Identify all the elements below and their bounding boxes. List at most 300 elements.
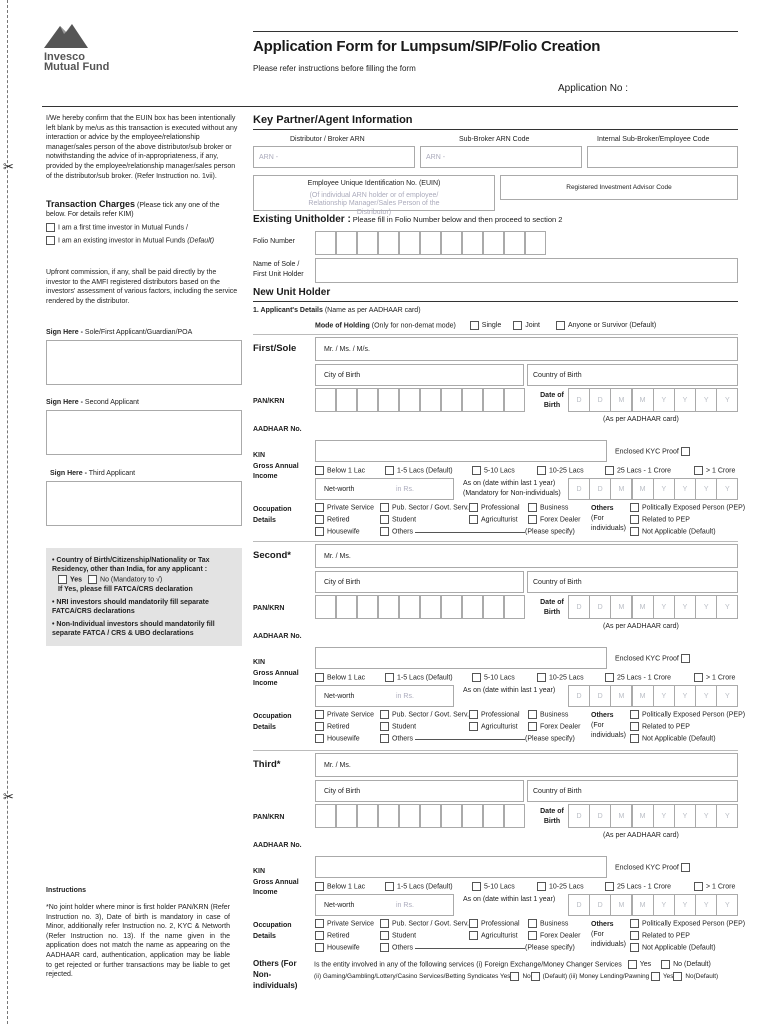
checkbox[interactable] xyxy=(469,515,478,524)
pan-digit-cell[interactable] xyxy=(378,595,399,619)
dob-cell[interactable]: D xyxy=(568,388,590,412)
checkbox[interactable] xyxy=(528,722,537,731)
checkbox[interactable] xyxy=(315,515,324,524)
checkbox[interactable] xyxy=(315,919,324,928)
pan-digit-cell[interactable] xyxy=(441,388,462,412)
pan-digit-cell[interactable] xyxy=(336,804,357,828)
occ-business[interactable]: Business xyxy=(528,710,568,720)
occ-business[interactable]: Business xyxy=(528,919,568,929)
euin-field[interactable]: Employee Unique Identification No. (EUIN) (Of individual ARN holder or of employee/ Relationship Manager/Sales Person of the Distributor) xyxy=(253,175,495,211)
checkbox[interactable] xyxy=(469,710,478,719)
related-pep-option[interactable]: Related to PEP xyxy=(630,722,690,732)
checkbox[interactable] xyxy=(694,673,703,682)
pan-digit-cell[interactable] xyxy=(357,388,378,412)
dob-cell[interactable]: Y xyxy=(695,804,717,828)
dob-cell[interactable]: M xyxy=(632,388,654,412)
income-above-1cr[interactable]: > 1 Crore xyxy=(694,466,735,476)
dob-cell[interactable]: Y xyxy=(674,388,696,412)
page-title: Application Form for Lumpsum/SIP/Folio Creation xyxy=(253,38,601,55)
checkbox[interactable] xyxy=(315,710,324,719)
income-1-5lac[interactable]: 1-5 Lacs (Default) xyxy=(385,673,453,683)
checkbox[interactable] xyxy=(673,972,682,981)
pan-digit-cell[interactable] xyxy=(504,595,525,619)
occ-others[interactable]: Others (Please specify) xyxy=(380,943,575,953)
checkbox[interactable] xyxy=(537,466,546,475)
occupation-label: Occupation Details xyxy=(253,506,292,524)
checkbox[interactable] xyxy=(537,882,546,891)
income-25lac-1cr[interactable]: 25 Lacs - 1 Crore xyxy=(605,466,671,476)
city-of-birth-field[interactable]: City of Birth xyxy=(315,780,524,802)
dob-cell[interactable]: Y xyxy=(674,595,696,619)
gross-income-label: Gross Annual Income xyxy=(253,670,299,687)
checkbox[interactable] xyxy=(472,673,481,682)
networth-date-cell[interactable]: D xyxy=(589,478,611,500)
occ-agriculturist[interactable]: Agriculturist xyxy=(469,722,518,732)
networth-date-cell[interactable]: D xyxy=(568,478,590,500)
pan-digit-cell[interactable] xyxy=(420,804,441,828)
checkbox[interactable] xyxy=(380,919,389,928)
income-5-10lac[interactable]: 5-10 Lacs xyxy=(472,673,515,683)
dob-cell[interactable]: D xyxy=(589,595,611,619)
kpa-col-distributor: Distributor / Broker ARN xyxy=(290,136,365,143)
dob-cell[interactable]: Y xyxy=(716,388,738,412)
checkbox[interactable] xyxy=(630,710,639,719)
fatca-notice: • Country of Birth/Citizenship/Nationality or Tax Residency, other than India, for any applicant : Yes No (Mandatory to √) If Yes, please fill FATCA/CRS declaration • NRI investors should mandatorily fill separate FATCA/CRS declarations • Non-Individual investors should mandatorily fill separate FATCA / CRS & UBO declarations xyxy=(46,548,242,646)
checkbox[interactable] xyxy=(528,710,537,719)
checkbox[interactable] xyxy=(681,654,690,663)
new-unitholder-title: New Unit Holder xyxy=(253,287,331,298)
networth-date-cell[interactable]: Y xyxy=(716,894,738,916)
networth-date-cell[interactable]: Y xyxy=(716,685,738,707)
income-above-1cr[interactable]: > 1 Crore xyxy=(694,673,735,683)
checkbox[interactable] xyxy=(681,863,690,872)
checkbox[interactable] xyxy=(380,527,389,536)
pan-digit-cell[interactable] xyxy=(315,804,336,828)
networth-field[interactable]: Net-worth in Rs. xyxy=(315,894,454,916)
occ-agriculturist[interactable]: Agriculturist xyxy=(469,931,518,941)
occ-student[interactable]: Student xyxy=(380,931,416,941)
folio-digit-cell[interactable] xyxy=(462,231,483,255)
application-no-label: Application No : xyxy=(558,83,629,94)
related-pep-option[interactable]: Related to PEP xyxy=(630,931,690,941)
others-for-individuals: Others (For individuals) xyxy=(591,921,627,948)
gross-income-label: Gross Annual Income xyxy=(253,879,299,896)
networth-date-cell[interactable]: Y xyxy=(653,478,675,500)
mountain-logo-icon xyxy=(42,20,90,50)
kpa-title: Key Partner/Agent Information xyxy=(253,114,413,126)
occ-forex[interactable]: Forex Dealer xyxy=(528,515,580,525)
networth-date-cell[interactable]: M xyxy=(610,478,632,500)
income-25lac-1cr[interactable]: 25 Lacs - 1 Crore xyxy=(605,673,671,683)
kyc-proof[interactable]: Enclosed KYC Proof xyxy=(615,863,693,873)
related-pep-option[interactable]: Related to PEP xyxy=(630,515,690,525)
checkbox[interactable] xyxy=(380,722,389,731)
pan-digit-cell[interactable] xyxy=(441,804,462,828)
folio-digit-cell[interactable] xyxy=(525,231,546,255)
checkbox-joint[interactable] xyxy=(513,321,522,330)
country-of-birth-field[interactable]: Country of Birth xyxy=(527,780,738,802)
header-divider xyxy=(42,106,738,107)
occ-professional[interactable]: Professional xyxy=(469,710,520,720)
kin-field[interactable] xyxy=(315,856,607,878)
occ-retired[interactable]: Retired xyxy=(315,931,350,941)
checkbox[interactable] xyxy=(380,734,389,743)
scissors-icon: ✂ xyxy=(3,789,14,804)
distributor-arn-field[interactable]: ARN - xyxy=(253,146,415,168)
checkbox[interactable] xyxy=(46,236,55,245)
signature-box-first[interactable] xyxy=(46,340,242,385)
label: KIN xyxy=(253,659,266,666)
occ-retired[interactable]: Retired xyxy=(315,515,350,525)
pan-digit-cell[interactable] xyxy=(315,388,336,412)
new-holder-rule xyxy=(253,301,738,302)
pan-digit-cell[interactable] xyxy=(462,595,483,619)
checkbox[interactable] xyxy=(315,882,324,891)
dob-label: Date of Birth xyxy=(540,599,564,616)
networth-date-cell[interactable]: Y xyxy=(653,894,675,916)
checkbox[interactable] xyxy=(528,931,537,940)
dob-cell[interactable]: D xyxy=(568,595,590,619)
checkbox[interactable] xyxy=(469,919,478,928)
checkbox[interactable] xyxy=(472,466,481,475)
networth-date-cell[interactable]: Y xyxy=(716,478,738,500)
checkbox[interactable] xyxy=(380,710,389,719)
occ-professional[interactable]: Professional xyxy=(469,919,520,929)
occ-private[interactable]: Private Service xyxy=(315,919,374,929)
pan-digit-cell[interactable] xyxy=(357,804,378,828)
others-nonindividual-label: Others (For Non-individuals) xyxy=(253,959,298,990)
networth-date-cell[interactable]: Y xyxy=(695,894,717,916)
pan-digit-cell[interactable] xyxy=(336,595,357,619)
dob-cell[interactable]: M xyxy=(610,804,632,828)
employee-code-field[interactable] xyxy=(587,146,738,168)
gross-income-label: Gross Annual Income xyxy=(253,463,299,480)
dob-cell[interactable]: Y xyxy=(653,388,675,412)
pep-option[interactable]: Politically Exposed Person (PEP) xyxy=(630,710,745,720)
networth-date-cell[interactable]: D xyxy=(589,685,611,707)
checkbox[interactable] xyxy=(46,223,55,232)
pan-digit-cell[interactable] xyxy=(357,595,378,619)
checkbox[interactable] xyxy=(469,503,478,512)
pan-digit-cell[interactable] xyxy=(462,804,483,828)
occupation-label: Occupation Details xyxy=(253,922,292,940)
checkbox[interactable] xyxy=(630,722,639,731)
txn-option-first[interactable]: I am a first time investor in Mutual Funds / xyxy=(46,223,188,233)
pan-digit-cell[interactable] xyxy=(336,388,357,412)
occ-public[interactable]: Pub. Sector / Govt. Serv. xyxy=(380,710,469,720)
networth-date-cell[interactable]: Y xyxy=(674,894,696,916)
income-5-10lac[interactable]: 5-10 Lacs xyxy=(472,882,515,892)
networth-date-cell[interactable]: Y xyxy=(653,685,675,707)
pan-digit-cell[interactable] xyxy=(399,388,420,412)
txn-charges-heading: Transaction Charges (Please tick any one of the below. For details refer KIM) xyxy=(46,199,220,218)
label: (As per AADHAAR card) xyxy=(603,832,679,839)
pan-digit-cell[interactable] xyxy=(483,388,504,412)
checkbox[interactable] xyxy=(528,919,537,928)
checkbox[interactable] xyxy=(315,734,324,743)
pan-digit-cell[interactable] xyxy=(462,388,483,412)
occ-private[interactable]: Private Service xyxy=(315,710,374,720)
folio-digit-cell[interactable] xyxy=(441,231,462,255)
brand-line2: Mutual Fund xyxy=(44,61,110,73)
occ-housewife[interactable]: Housewife xyxy=(315,943,360,953)
label: KIN xyxy=(253,452,266,459)
pan-digit-cell[interactable] xyxy=(399,595,420,619)
pan-digit-cell[interactable] xyxy=(504,804,525,828)
checkbox[interactable] xyxy=(605,673,614,682)
checkbox[interactable] xyxy=(661,960,670,969)
instructions-title: Instructions xyxy=(46,887,87,894)
networth-date-cell[interactable]: D xyxy=(568,685,590,707)
networth-field[interactable]: Net-worth in Rs. xyxy=(315,478,454,500)
dob-cell[interactable]: Y xyxy=(674,804,696,828)
checkbox-anyone-survivor[interactable] xyxy=(556,321,565,330)
dob-label: Date of Birth xyxy=(540,392,564,409)
signature-box-third[interactable] xyxy=(46,481,242,526)
networth-date-cell[interactable]: M xyxy=(632,894,654,916)
applicant-rule xyxy=(253,541,738,542)
checkbox[interactable] xyxy=(630,919,639,928)
dob-label: Date of Birth xyxy=(540,808,564,825)
label: (As per AADHAAR card) xyxy=(603,623,679,630)
not-applicable-option[interactable]: Not Applicable (Default) xyxy=(630,943,716,953)
country-of-birth-field[interactable]: Country of Birth xyxy=(527,571,738,593)
checkbox[interactable] xyxy=(380,503,389,512)
checkbox[interactable] xyxy=(469,931,478,940)
occ-retired[interactable]: Retired xyxy=(315,722,350,732)
applicant-details-heading: 1. Applicant's Details (Name as per AADHAAR card) xyxy=(253,307,421,314)
ria-code-field[interactable]: Registered Investment Advisor Code xyxy=(500,175,738,200)
occ-public[interactable]: Pub. Sector / Govt. Serv. xyxy=(380,919,469,929)
checkbox[interactable] xyxy=(694,882,703,891)
occ-private[interactable]: Private Service xyxy=(315,503,374,513)
dob-cell[interactable]: M xyxy=(610,595,632,619)
income-1-5lac[interactable]: 1-5 Lacs (Default) xyxy=(385,882,453,892)
applicant-name-field[interactable]: Mr. / Ms. / M/s. xyxy=(315,337,738,361)
checkbox[interactable] xyxy=(630,943,639,952)
label: As on (date within last 1 year) xyxy=(463,896,556,903)
kin-field[interactable] xyxy=(315,647,607,669)
checkbox[interactable] xyxy=(694,466,703,475)
checkbox-single[interactable] xyxy=(470,321,479,330)
applicant-name-field[interactable]: Mr. / Ms. xyxy=(315,544,738,568)
pan-digit-cell[interactable] xyxy=(420,595,441,619)
applicant-label: Second* xyxy=(253,550,292,561)
city-of-birth-field[interactable]: City of Birth xyxy=(315,364,524,386)
checkbox[interactable] xyxy=(58,575,67,584)
not-applicable-option[interactable]: Not Applicable (Default) xyxy=(630,734,716,744)
applicant-name-field[interactable]: Mr. / Ms. xyxy=(315,753,738,777)
checkbox[interactable] xyxy=(385,673,394,682)
checkbox[interactable] xyxy=(630,734,639,743)
pan-digit-cell[interactable] xyxy=(399,804,420,828)
income-below-1lac[interactable]: Below 1 Lac xyxy=(315,466,365,476)
dob-cell[interactable]: D xyxy=(589,804,611,828)
city-of-birth-field[interactable]: City of Birth xyxy=(315,571,524,593)
checkbox[interactable] xyxy=(630,503,639,512)
checkbox[interactable] xyxy=(315,466,324,475)
others-for-individuals: Others (For individuals) xyxy=(591,712,627,739)
income-1-5lac[interactable]: 1-5 Lacs (Default) xyxy=(385,466,453,476)
checkbox[interactable] xyxy=(88,575,97,584)
txn-option-existing[interactable]: I am an existing investor in Mutual Funds (Default) xyxy=(46,236,214,246)
checkbox[interactable] xyxy=(469,722,478,731)
occ-others[interactable]: Others (Please specify) xyxy=(380,527,575,537)
kyc-proof[interactable]: Enclosed KYC Proof xyxy=(615,447,693,457)
checkbox[interactable] xyxy=(528,503,537,512)
pan-digit-cell[interactable] xyxy=(483,804,504,828)
dob-cell[interactable]: Y xyxy=(695,388,717,412)
checkbox[interactable] xyxy=(630,515,639,524)
checkbox[interactable] xyxy=(380,931,389,940)
networth-date-cell[interactable]: Y xyxy=(695,478,717,500)
checkbox[interactable] xyxy=(385,466,394,475)
occ-forex[interactable]: Forex Dealer xyxy=(528,931,580,941)
checkbox[interactable] xyxy=(385,882,394,891)
label: AADHAAR No. xyxy=(253,633,302,640)
checkbox[interactable] xyxy=(315,943,324,952)
checkbox[interactable] xyxy=(472,882,481,891)
checkbox[interactable] xyxy=(315,503,324,512)
kin-field[interactable] xyxy=(315,440,607,462)
pan-digit-cell[interactable] xyxy=(483,595,504,619)
not-applicable-option[interactable]: Not Applicable (Default) xyxy=(630,527,716,537)
income-10-25lac[interactable]: 10-25 Lacs xyxy=(537,466,584,476)
pan-digit-cell[interactable] xyxy=(420,388,441,412)
checkbox[interactable] xyxy=(510,972,519,981)
checkbox[interactable] xyxy=(315,673,324,682)
income-10-25lac[interactable]: 10-25 Lacs xyxy=(537,882,584,892)
checkbox[interactable] xyxy=(630,931,639,940)
occ-public[interactable]: Pub. Sector / Govt. Serv. xyxy=(380,503,469,513)
applicant-label: Third* xyxy=(253,759,281,770)
pan-digit-cell[interactable] xyxy=(378,388,399,412)
label: (Mandatory for Non-individuals) xyxy=(463,490,561,497)
pep-option[interactable]: Politically Exposed Person (PEP) xyxy=(630,919,745,929)
application-no-input[interactable] xyxy=(642,81,736,95)
country-of-birth-field[interactable]: Country of Birth xyxy=(527,364,738,386)
occ-others[interactable]: Others (Please specify) xyxy=(380,734,575,744)
networth-date-cell[interactable]: M xyxy=(632,478,654,500)
folio-digit-cell[interactable] xyxy=(336,231,357,255)
euin-declaration: I/We hereby confirm that the EUIN box has been intentionally left blank by me/us as this transaction is executed without any interaction or advice by the employee/relationship manager/sales person of the above distributor/sub broker or notwithstanding the advice of in-appropriateness, if any, provided by the employee/relationship manager/sales person of the distributor/sub broker. (Refer Instruction no. 1vii). xyxy=(46,115,238,180)
applicant-label: First/Sole xyxy=(253,343,297,354)
applicant-rule xyxy=(253,334,738,335)
checkbox[interactable] xyxy=(315,931,324,940)
dob-cell[interactable]: Y xyxy=(716,595,738,619)
checkbox[interactable] xyxy=(528,515,537,524)
pan-digit-cell[interactable] xyxy=(504,388,525,412)
networth-field[interactable]: Net-worth in Rs. xyxy=(315,685,454,707)
dob-cell[interactable]: D xyxy=(568,804,590,828)
occupation-label: Occupation Details xyxy=(253,713,292,731)
folio-digit-cell[interactable] xyxy=(483,231,504,255)
pan-digit-cell[interactable] xyxy=(378,804,399,828)
income-above-1cr[interactable]: > 1 Crore xyxy=(694,882,735,892)
dob-cell[interactable]: D xyxy=(589,388,611,412)
networth-date-cell[interactable]: D xyxy=(568,894,590,916)
checkbox[interactable] xyxy=(380,943,389,952)
dob-cell[interactable]: Y xyxy=(653,595,675,619)
checkbox[interactable] xyxy=(630,527,639,536)
folio-digit-cell[interactable] xyxy=(357,231,378,255)
pan-digit-cell[interactable] xyxy=(441,595,462,619)
folio-digit-cell[interactable] xyxy=(504,231,525,255)
income-25lac-1cr[interactable]: 25 Lacs - 1 Crore xyxy=(605,882,671,892)
checkbox[interactable] xyxy=(380,515,389,524)
pep-option[interactable]: Politically Exposed Person (PEP) xyxy=(630,503,745,513)
checkbox[interactable] xyxy=(605,466,614,475)
signature-box-second[interactable] xyxy=(46,410,242,455)
kyc-proof[interactable]: Enclosed KYC Proof xyxy=(615,654,693,664)
dob-cell[interactable]: Y xyxy=(716,804,738,828)
dob-cell[interactable]: M xyxy=(610,388,632,412)
occ-housewife[interactable]: Housewife xyxy=(315,734,360,744)
occ-forex[interactable]: Forex Dealer xyxy=(528,722,580,732)
brand-line1: Invesco xyxy=(44,51,85,63)
folio-digit-cell[interactable] xyxy=(315,231,336,255)
checkbox[interactable] xyxy=(537,673,546,682)
folio-digit-cell[interactable] xyxy=(420,231,441,255)
networth-date-cell[interactable]: M xyxy=(632,685,654,707)
occ-agriculturist[interactable]: Agriculturist xyxy=(469,515,518,525)
pan-digit-cell[interactable] xyxy=(315,595,336,619)
checkbox[interactable] xyxy=(605,882,614,891)
income-10-25lac[interactable]: 10-25 Lacs xyxy=(537,673,584,683)
networth-date-cell[interactable]: Y xyxy=(674,685,696,707)
scissors-icon: ✂ xyxy=(3,159,14,174)
label: KIN xyxy=(253,868,266,875)
dob-cell[interactable]: M xyxy=(632,595,654,619)
sign-label-1: Sign Here - Sole/First Applicant/Guardian/POA xyxy=(46,329,193,336)
label: As on (date within last 1 year) xyxy=(463,480,556,487)
checkbox[interactable] xyxy=(628,960,637,969)
networth-date-cell[interactable]: M xyxy=(610,894,632,916)
occ-student[interactable]: Student xyxy=(380,515,416,525)
checkbox[interactable] xyxy=(315,722,324,731)
occ-housewife[interactable]: Housewife xyxy=(315,527,360,537)
checkbox[interactable] xyxy=(681,447,690,456)
logo xyxy=(42,20,90,53)
networth-date-cell[interactable]: M xyxy=(610,685,632,707)
label: AADHAAR No. xyxy=(253,842,302,849)
networth-date-cell[interactable]: Y xyxy=(674,478,696,500)
income-below-1lac[interactable]: Below 1 Lac xyxy=(315,882,365,892)
existing-unitholder-heading: Existing Unitholder : Please fill in Folio Number below and then proceed to section 2 xyxy=(253,214,563,225)
dob-cell[interactable]: M xyxy=(632,804,654,828)
checkbox[interactable] xyxy=(531,972,540,981)
dob-cell[interactable]: Y xyxy=(695,595,717,619)
others-for-individuals: Others (For individuals) xyxy=(591,505,627,532)
occ-student[interactable]: Student xyxy=(380,722,416,732)
sole-holder-name-field[interactable] xyxy=(315,258,738,283)
label: PAN/KRN xyxy=(253,398,285,405)
income-below-1lac[interactable]: Below 1 Lac xyxy=(315,673,365,683)
occ-business[interactable]: Business xyxy=(528,503,568,513)
folio-digit-cell[interactable] xyxy=(399,231,420,255)
folio-digit-cell[interactable] xyxy=(378,231,399,255)
occ-professional[interactable]: Professional xyxy=(469,503,520,513)
networth-date-cell[interactable]: Y xyxy=(695,685,717,707)
checkbox[interactable] xyxy=(315,527,324,536)
income-5-10lac[interactable]: 5-10 Lacs xyxy=(472,466,515,476)
checkbox[interactable] xyxy=(651,972,660,981)
networth-date-cell[interactable]: D xyxy=(589,894,611,916)
dob-cell[interactable]: Y xyxy=(653,804,675,828)
sign-label-2: Sign Here - Second Applicant xyxy=(46,399,140,406)
kpa-rule xyxy=(253,129,738,130)
subbroker-arn-field[interactable]: ARN - xyxy=(420,146,582,168)
